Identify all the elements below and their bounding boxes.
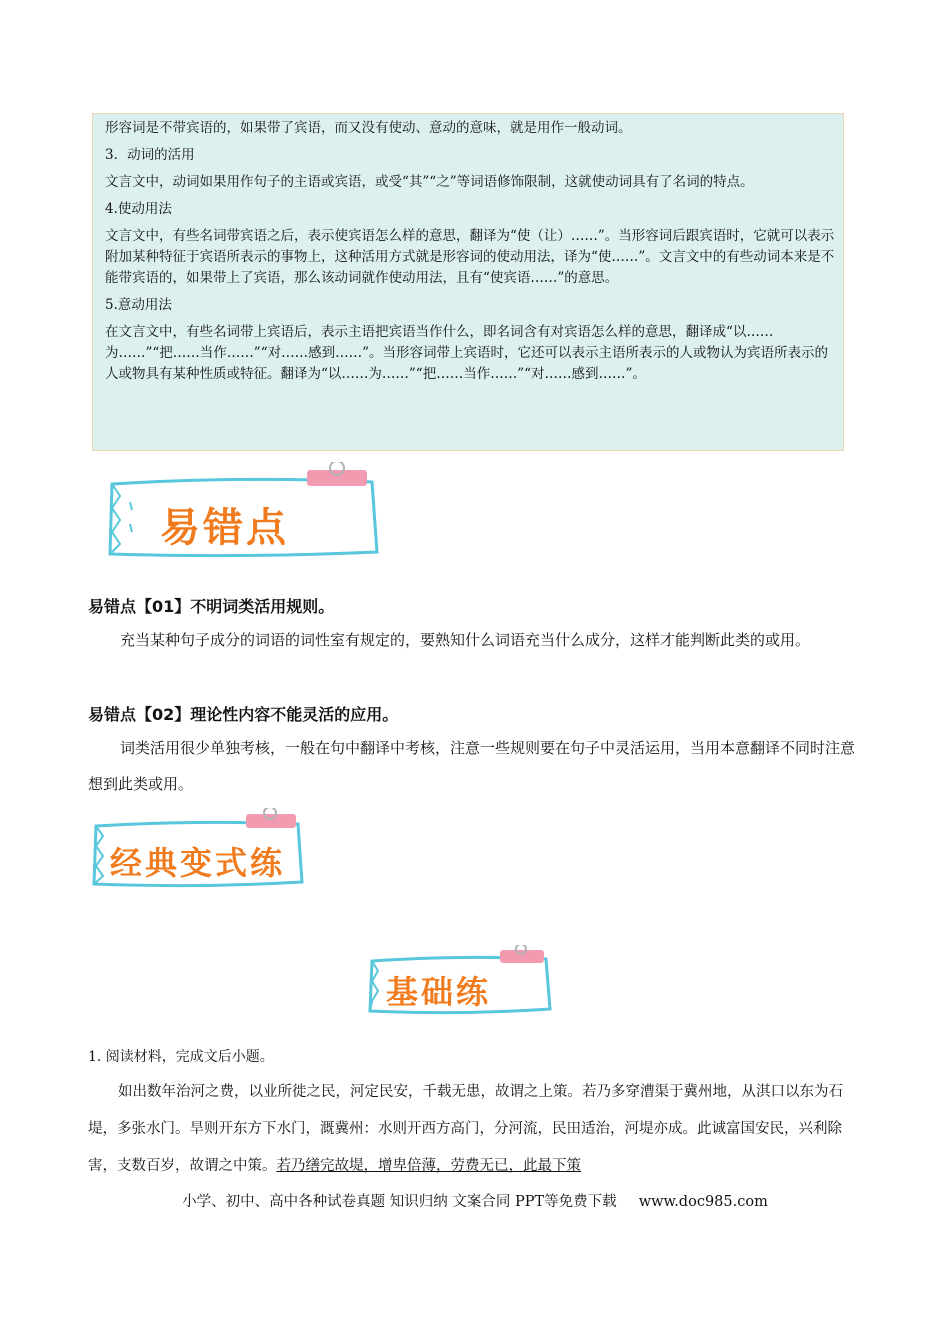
banner-errors-title: 易错点 [160,505,289,551]
question-1-label: 1. 阅读材料，完成文后小题。 [88,1049,274,1065]
note-line-adjective: 形容词是不带宾语的，如果带了宾语，而又没有使动、意动的意味，就是用作一般动词。 [105,120,632,136]
error-point-2-title: 易错点【02】理论性内容不能灵活的应用。 [88,705,399,724]
banner-basic [366,945,556,1017]
page-footer [0,1190,950,1211]
paragraph-verb-usage: 文言文中，动词如果用作句子的主语或宾语，或受“其”“之”等词语修饰限制，这就使动词具有了名词的特点。 [105,174,754,190]
paragraph-causative: 文言文中，有些名词带宾语之后，表示使宾语怎么样的意思，翻译为“使（让）……”。当形容词后跟宾语时，它就可以表示附加某种特征于宾语所表示的事物上，这种活用方式就是形容词的使动用法，译为“使……”。文言文中的有些动词本来是不能带宾语的，如果带上了宾语，那么该动词就作使动用法，且有“使宾语……”的意思。 [105,228,835,286]
heading-putative: 5.意动用法 [105,297,172,313]
banner-classic-title: 经典变式练 [110,844,286,882]
banner-classic [88,808,313,890]
footer-website[interactable]: www.doc985.com [638,1194,768,1210]
passage-text: 如出数年治河之费，以业所徙之民，河定民安，千载无患，故谓之上策。若乃多穿漕渠于冀州地，从淇口以东为石堤，多张水门。旱则开东方下水门，溉冀州：水则开西方高门，分河流，民田适治，河堤亦成。此诚富国安民，兴利除害，支数百岁，故谓之中策。 [88,1084,843,1174]
question-1-passage [88,1074,858,1185]
heading-causative: 4.使动用法 [105,201,172,217]
heading-verb-usage: 3．动词的活用 [105,147,195,163]
error-point-1-title: 易错点【01】不明词类活用规则。 [88,597,335,616]
footer-slogan: 小学、初中、高中各种试卷真题 知识归纳 文案合同 PPT等免费下载 [182,1194,617,1210]
banner-errors [102,462,387,562]
error-point-2-text: 词类活用很少单独考核，一般在句中翻译中考核，注意一些规则要在句子中灵活运用，当用本意翻译不同时注意想到此类或用。 [88,739,856,793]
passage-underlined-text: 若乃缮完故堤，增卑倍薄，劳费无已，此最下策 [276,1158,581,1174]
error-point-1-text: 充当某种句子成分的词语的词性室有规定的，要熟知什么词语充当什么成分，这样才能判断此类的或用。 [120,631,811,649]
banner-basic-title: 基础练 [386,973,492,1011]
paragraph-putative: 在文言文中，有些名词带上宾语后，表示主语把宾语当作什么，即名词含有对宾语怎么样的意思，翻译成“以……为……”“把……当作……”“对……感到……”。当形容词带上宾语时，它还可以表示主语所表示的人或物认为宾语所表示的人或物具有某种性质或特征。翻译为“以……为……”“把……当作……”“对……感到……”。 [105,324,829,382]
grammar-notes-box [92,113,844,451]
